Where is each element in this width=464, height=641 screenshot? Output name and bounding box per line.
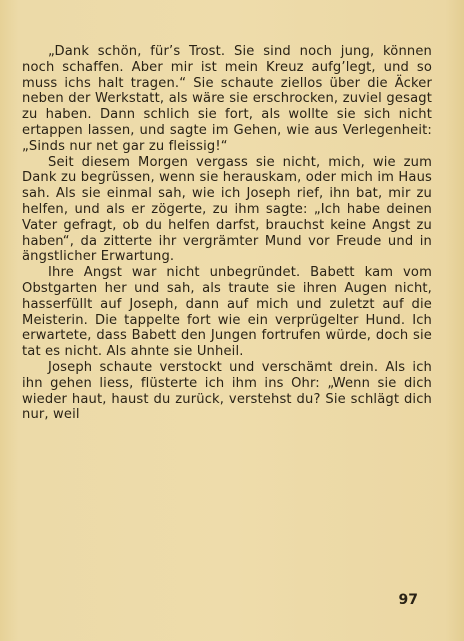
paragraph-2: Seit diesem Morgen vergass sie nicht, mich, wie zum Dank zu begrüssen, wenn sie herauskam, oder mich im Haus sah. Als sie einmal sah, wie ich Joseph rief, ihn bat, mir zu helfen, und als er zögerte, zu ihm sagte: „Ich habe deinen Vater gefragt, ob du helfen darfst, brauchst keine Angst zu haben“, da zitterte ihr vergrämter Mund vor Freude und in ängstlicher Erwartung. bbox=[22, 154, 432, 265]
paragraph-3: Ihre Angst war nicht unbegründet. Babett kam vom Obstgarten her und sah, als traute sie ihren Augen nicht, hasserfüllt auf Joseph, dann auf mich und zuletzt auf die Meisterin. Die tappelte fort wie ein verprügelter Hund. Ich erwartete, dass Babett den Jungen fortrufen würde, doch sie tat es nicht. Als ahnte sie Unheil. bbox=[22, 265, 432, 360]
page-number: 97 bbox=[398, 592, 418, 608]
body-text bbox=[22, 44, 432, 423]
paragraph-1: „Dank schön, für’s Trost. Sie sind noch jung, können noch schaffen. Aber mir ist mein Kreuz aufg’legt, und so muss ichs halt tragen.“ Sie schaute ziellos über die Äcker neben der Werkstatt, als wäre sie erschrocken, zuviel gesagt zu haben. Dann schlich sie fort, als wollte sie sich nicht ertappen lassen, und sagte im Gehen, wie aus Verlegenheit: „Sinds nur net gar zu fleissig!“ bbox=[22, 44, 432, 154]
paragraph-4: Joseph schaute verstockt und verschämt drein. Als ich ihn gehen liess, flüsterte ich ihm ins Ohr: „Wenn sie dich wieder haut, haust du zurück, verstehst du? Sie schlägt dich nur, weil bbox=[22, 359, 432, 423]
